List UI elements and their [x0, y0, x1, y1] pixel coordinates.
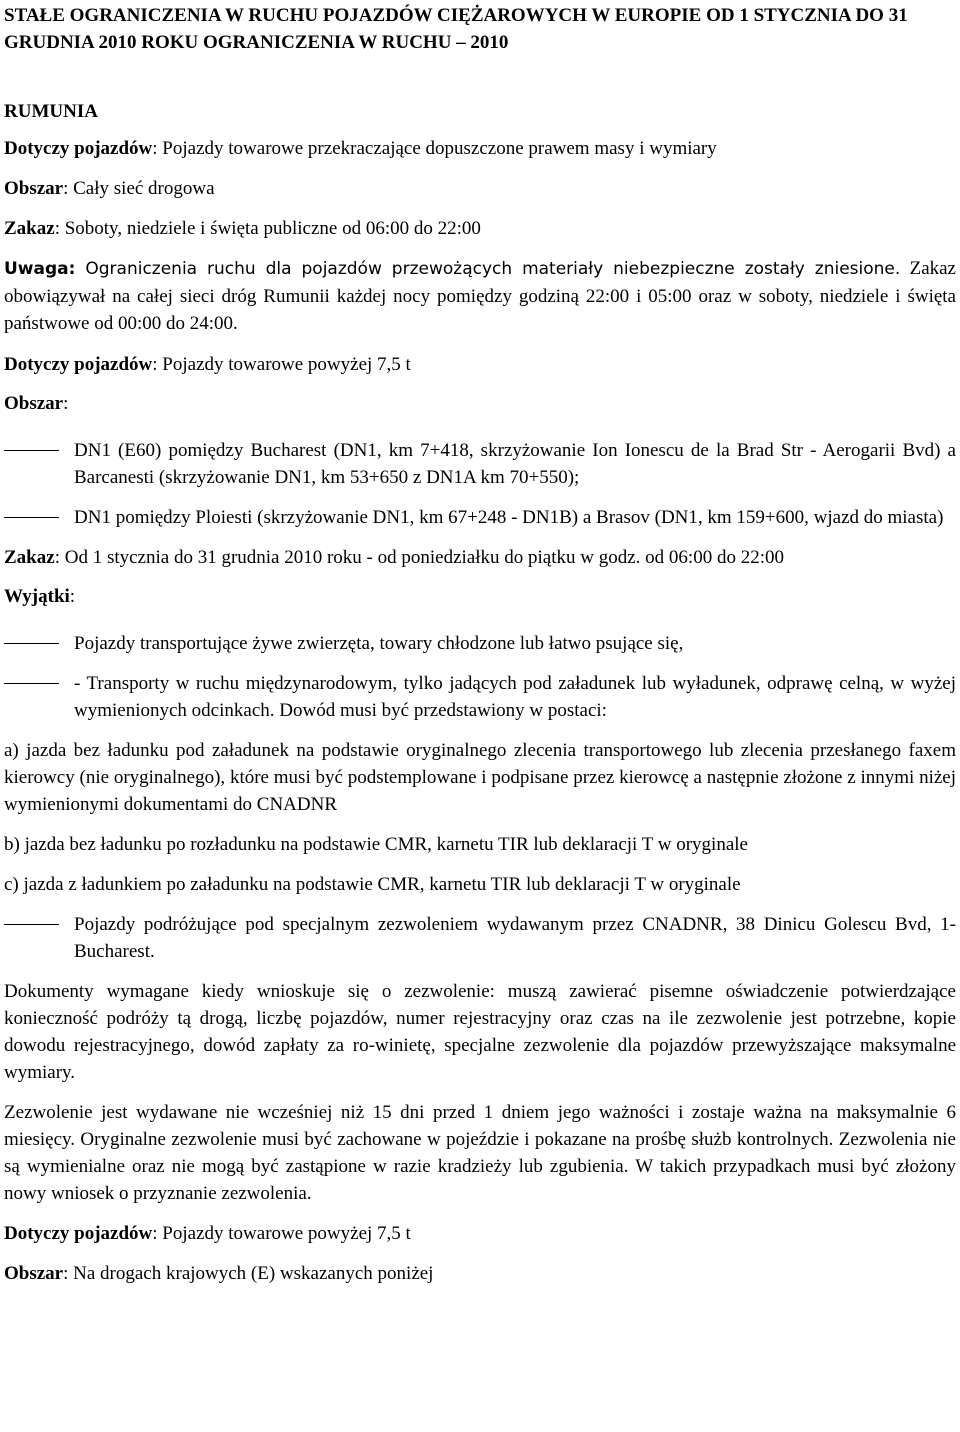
s2-proof-b: b) jazda bez ładunku po rozładunku na podstawie CMR, karnetu TIR lub deklaracji T w oryginale	[4, 834, 748, 855]
s2-ban	[4, 544, 956, 571]
s1-area-label: Obszar	[4, 178, 64, 199]
s2-area-text: :	[63, 393, 69, 414]
s2-exception-item-1-text: Pojazdy transportujące żywe zwierzęta, towary chłodzone lub łatwo psujące się,	[74, 633, 684, 654]
s2-exception-item-3	[4, 911, 956, 965]
s3-area-text: : Na drogach krajowych (E) wskazanych poniżej	[63, 1263, 434, 1284]
s1-ban-text: : Soboty, niedziele i święta publiczne od 06:00 do 22:00	[54, 218, 481, 239]
s2-exceptions-text: :	[69, 586, 76, 607]
s1-note-label: Uwaga:	[4, 259, 76, 279]
dash-bullet	[4, 643, 59, 644]
s2-proof-c: c) jazda z ładunkiem po załadunku na podstawie CMR, karnetu TIR lub deklaracji T w oryginale	[4, 874, 741, 895]
s1-note	[4, 255, 956, 337]
s2-area-item	[4, 437, 956, 491]
s3-vehicles-text: : Pojazdy towarowe powyżej 7,5 t	[152, 1223, 411, 1244]
s3-area	[4, 1260, 956, 1287]
s1-area-text: : Cały sieć drogowa	[63, 178, 215, 199]
s1-note-text-serif: Zakaz obowiązywał na całej sieci dróg Rumunii każdej nocy pomiędzy godziną 22:00 i 05:00 oraz w soboty, niedziele i święta państwowe od 00:00 do 24:00.	[4, 258, 956, 334]
s1-vehicles-text: : Pojazdy towarowe przekraczające dopuszczone prawem masy i wymiary	[152, 138, 717, 159]
s3-area-label: Obszar	[4, 1263, 64, 1284]
s2-documents: Dokumenty wymagane kiedy wnioskuje się o zezwolenie: muszą zawierać pisemne oświadczenie potwierdzające konieczność podróży tą drogą, liczbę pojazdów, numer rejestracyjny oraz czas na ile zezwolenie jest potrzebne, kopie dowodu rejestracyjnego, dowód zapłaty za ro-winietę, specjalne zezwolenie dla pojazdów przewyższające maksymalne wymiary.	[4, 981, 956, 1083]
document-title: STAŁE OGRANICZENIA W RUCHU POJAZDÓW CIĘŻAROWYCH W EUROPIE OD 1 STYCZNIA DO 31 GRUDNIA 2010 ROKU OGRANICZENIA W RUCHU – 2010	[4, 5, 908, 53]
s2-area-label: Obszar	[4, 393, 64, 414]
document-page	[4, 2, 956, 1287]
dash-bullet	[4, 924, 59, 925]
s3-vehicles	[4, 1220, 956, 1247]
s2-exception-item-1	[4, 630, 956, 657]
s2-vehicles-text: : Pojazdy towarowe powyżej 7,5 t	[152, 354, 411, 375]
s1-ban	[4, 215, 956, 242]
s2-exception-item-3-text: Pojazdy podróżujące pod specjalnym zezwoleniem wydawanym przez CNADNR, 38 Dinicu Golescu Bvd, 1-Bucharest.	[74, 914, 956, 962]
s2-ban-text: : Od 1 stycznia do 31 grudnia 2010 roku - od poniedziałku do piątku w godz. od 06:00 do 22:00	[54, 547, 784, 568]
s1-note-text-sans: Ograniczenia ruchu dla pojazdów przewożących materiały niebezpieczne zostały zniesione.	[75, 259, 901, 279]
s1-vehicles-label: Dotyczy pojazdów	[4, 138, 153, 159]
s3-vehicles-label: Dotyczy pojazdów	[4, 1223, 153, 1244]
s2-vehicles-label: Dotyczy pojazdów	[4, 354, 153, 375]
s2-area-item-text: DN1 pomiędzy Ploiesti (skrzyżowanie DN1, km 67+248 - DN1B) a Brasov (DN1, km 159+600, wjazd do miasta)	[74, 507, 944, 528]
s1-area	[4, 175, 956, 202]
s2-proof-a: a) jazda bez ładunku pod załadunek na podstawie oryginalnego zlecenia transportowego lub zlecenia przesłanego faxem kierowcy (nie oryginalnego), które musi być podstemplowane i podpisane przez kierowcę a następnie złożone z innymi niżej wymienionymi dokumentami do CNADNR	[4, 740, 956, 815]
dash-bullet	[4, 450, 59, 451]
s2-permit: Zezwolenie jest wydawane nie wcześniej niż 15 dni przed 1 dniem jego ważności i zostaje ważna na maksymalnie 6 miesięcy. Oryginalne zezwolenie musi być zachowane w pojeździe i pokazane na prośbę służb kontrolnych. Zezwolenia nie są wymienialne oraz nie mogą być zastąpione w razie kradzieży lub zgubienia. W takich przypadkach musi być złożony nowy wniosek o przyznanie zezwolenia.	[4, 1102, 956, 1204]
dash-bullet	[4, 517, 59, 518]
s1-ban-label: Zakaz	[4, 218, 55, 239]
s2-area-item	[4, 504, 956, 531]
s1-vehicles	[4, 135, 956, 162]
s2-area-item-text: DN1 (E60) pomiędzy Bucharest (DN1, km 7+418, skrzyżowanie Ion Ionescu de la Brad Str - Aerogarii Bvd) a Barcanesti (skrzyżowanie DN1, km 53+650 z DN1A km 70+550);	[74, 440, 956, 488]
s2-exception-item-2	[4, 670, 956, 724]
s2-vehicles	[4, 351, 956, 378]
s2-ban-label: Zakaz	[4, 547, 55, 568]
s2-exceptions-label: Wyjątki	[4, 586, 70, 607]
s2-area	[4, 390, 956, 417]
dash-bullet	[4, 683, 59, 684]
s2-exception-item-2-text: - Transporty w ruchu międzynarodowym, tylko jadących pod załadunek lub wyładunek, odprawę celną, w wyżej wymienionych odcinkach. Dowód musi być przedstawiony w postaci:	[74, 673, 956, 721]
s2-exceptions	[4, 583, 956, 610]
country-heading: RUMUNIA	[4, 101, 98, 122]
